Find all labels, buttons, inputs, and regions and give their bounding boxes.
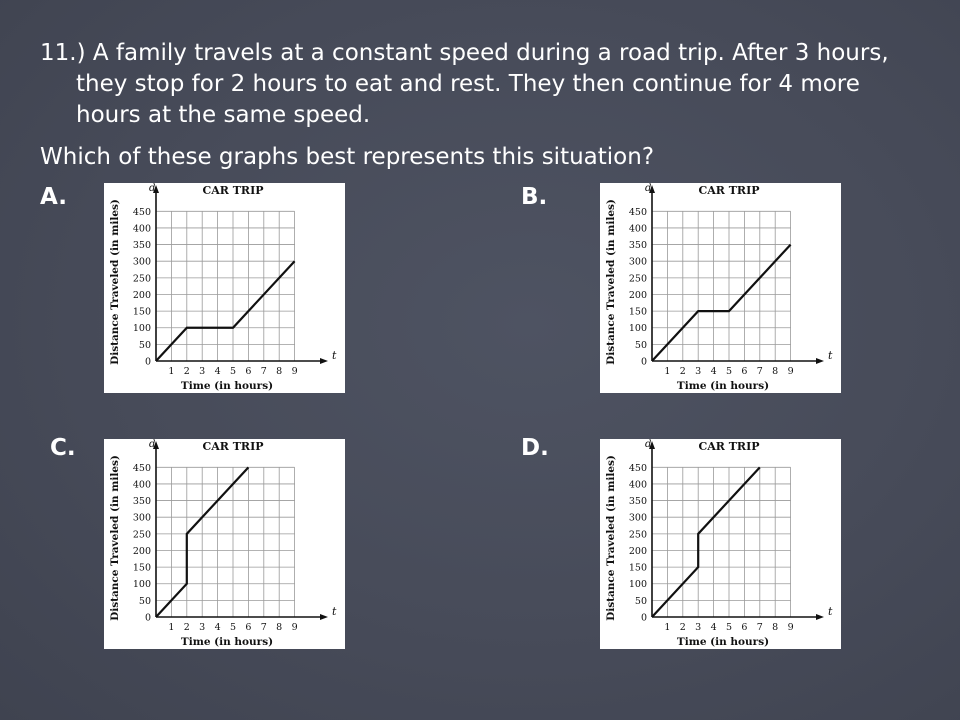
x-tick-label: 1 — [168, 622, 175, 633]
option-label-c: C. — [50, 435, 76, 461]
y-tick-label: 300 — [628, 256, 647, 268]
y-tick-label: 250 — [132, 273, 151, 285]
chart-title: CAR TRIP — [698, 184, 760, 197]
x-axis-variable: t — [828, 349, 833, 362]
chart-title: CAR TRIP — [698, 440, 760, 453]
y-tick-label: 350 — [628, 240, 647, 252]
x-tick-label: 6 — [245, 366, 252, 377]
x-tick-label: 2 — [183, 366, 190, 377]
x-tick-label: 3 — [199, 366, 206, 377]
x-axis-variable: t — [332, 605, 337, 618]
y-axis-label: Distance Traveled (in miles) — [109, 455, 121, 621]
x-tick-label: 2 — [679, 366, 686, 377]
y-tick-label: 200 — [628, 289, 647, 301]
question-line-1: 11.) A family travels at a constant speed during a road trip. After 3 hours, — [40, 40, 889, 66]
y-tick-label: 350 — [628, 496, 647, 508]
option-label-a: A. — [40, 184, 67, 210]
x-tick-label: 4 — [710, 366, 717, 377]
x-tick-label: 9 — [291, 366, 298, 377]
y-tick-label: 100 — [132, 323, 151, 335]
y-tick-label: 300 — [628, 512, 647, 524]
x-tick-label: 8 — [276, 366, 283, 377]
y-axis-variable: d — [149, 439, 156, 450]
x-axis-arrow-icon — [320, 358, 328, 364]
y-tick-label: 0 — [640, 356, 647, 368]
y-tick-label: 250 — [132, 529, 151, 541]
chart-d — [600, 439, 841, 649]
question-line-2: they stop for 2 hours to eat and rest. They then continue for 4 more — [76, 71, 860, 97]
y-tick-label: 400 — [132, 223, 151, 235]
x-tick-label: 1 — [168, 366, 175, 377]
x-axis-label: Time (in hours) — [180, 380, 274, 392]
y-tick-label: 350 — [132, 496, 151, 508]
y-tick-label: 250 — [628, 273, 647, 285]
x-tick-label: 8 — [772, 366, 779, 377]
y-tick-label: 100 — [628, 579, 647, 591]
x-tick-label: 7 — [756, 366, 763, 377]
x-axis-label: Time (in hours) — [676, 380, 770, 392]
x-tick-label: 2 — [679, 622, 686, 633]
y-tick-label: 50 — [138, 339, 151, 351]
x-tick-label: 4 — [214, 622, 221, 633]
graph-panel-b — [600, 183, 841, 393]
y-tick-label: 400 — [628, 223, 647, 235]
option-label-d: D. — [521, 435, 549, 461]
x-axis-arrow-icon — [816, 358, 824, 364]
x-tick-label: 3 — [695, 366, 702, 377]
x-axis-arrow-icon — [816, 614, 824, 620]
y-tick-label: 150 — [132, 562, 151, 574]
y-axis-label: Distance Traveled (in miles) — [605, 199, 617, 365]
chart-a — [104, 183, 345, 393]
y-tick-label: 0 — [144, 356, 151, 368]
x-tick-label: 3 — [199, 622, 206, 633]
chart-title: CAR TRIP — [202, 440, 264, 453]
y-tick-label: 100 — [628, 323, 647, 335]
x-tick-label: 4 — [214, 366, 221, 377]
x-tick-label: 9 — [787, 622, 794, 633]
y-tick-label: 50 — [634, 339, 647, 351]
x-tick-label: 4 — [710, 622, 717, 633]
y-tick-label: 400 — [628, 479, 647, 491]
graph-panel-a — [104, 183, 345, 393]
x-tick-label: 9 — [787, 366, 794, 377]
x-tick-label: 8 — [276, 622, 283, 633]
y-tick-label: 200 — [132, 289, 151, 301]
y-axis-variable: d — [645, 439, 652, 450]
y-axis-variable: d — [645, 183, 652, 194]
x-tick-label: 6 — [741, 366, 748, 377]
y-axis-variable: d — [149, 183, 156, 194]
x-tick-label: 5 — [229, 622, 237, 633]
x-axis-arrow-icon — [320, 614, 328, 620]
y-tick-label: 400 — [132, 479, 151, 491]
series-line — [652, 467, 760, 617]
y-tick-label: 350 — [132, 240, 151, 252]
x-tick-label: 3 — [695, 622, 702, 633]
question-text — [40, 38, 930, 131]
x-tick-label: 7 — [260, 366, 267, 377]
x-axis-label: Time (in hours) — [180, 636, 274, 648]
x-tick-label: 1 — [664, 366, 671, 377]
series-line — [652, 245, 791, 361]
x-tick-label: 7 — [260, 622, 267, 633]
x-tick-label: 9 — [291, 622, 298, 633]
y-tick-label: 450 — [628, 462, 647, 474]
y-tick-label: 0 — [144, 612, 151, 624]
chart-b — [600, 183, 841, 393]
x-tick-label: 6 — [741, 622, 748, 633]
option-label-b: B. — [521, 184, 548, 210]
x-tick-label: 8 — [772, 622, 779, 633]
x-tick-label: 5 — [725, 622, 733, 633]
y-tick-label: 250 — [628, 529, 647, 541]
y-tick-label: 300 — [132, 256, 151, 268]
x-tick-label: 5 — [725, 366, 733, 377]
chart-c — [104, 439, 345, 649]
y-tick-label: 50 — [634, 595, 647, 607]
y-tick-label: 200 — [132, 545, 151, 557]
y-tick-label: 150 — [628, 306, 647, 318]
y-tick-label: 450 — [132, 462, 151, 474]
y-tick-label: 300 — [132, 512, 151, 524]
x-tick-label: 7 — [756, 622, 763, 633]
graph-panel-c — [104, 439, 345, 649]
y-tick-label: 150 — [132, 306, 151, 318]
y-tick-label: 50 — [138, 595, 151, 607]
y-tick-label: 150 — [628, 562, 647, 574]
question-prompt: Which of these graphs best represents this situation? — [40, 144, 655, 170]
y-tick-label: 450 — [132, 206, 151, 218]
x-tick-label: 2 — [183, 622, 190, 633]
x-axis-variable: t — [332, 349, 337, 362]
y-tick-label: 100 — [132, 579, 151, 591]
y-axis-label: Distance Traveled (in miles) — [605, 455, 617, 621]
chart-title: CAR TRIP — [202, 184, 264, 197]
x-axis-label: Time (in hours) — [676, 636, 770, 648]
graph-panel-d — [600, 439, 841, 649]
y-tick-label: 450 — [628, 206, 647, 218]
x-tick-label: 5 — [229, 366, 237, 377]
y-axis-label: Distance Traveled (in miles) — [109, 199, 121, 365]
y-tick-label: 0 — [640, 612, 647, 624]
y-tick-label: 200 — [628, 545, 647, 557]
question-line-3: hours at the same speed. — [76, 102, 371, 128]
x-tick-label: 6 — [245, 622, 252, 633]
x-tick-label: 1 — [664, 622, 671, 633]
x-axis-variable: t — [828, 605, 833, 618]
